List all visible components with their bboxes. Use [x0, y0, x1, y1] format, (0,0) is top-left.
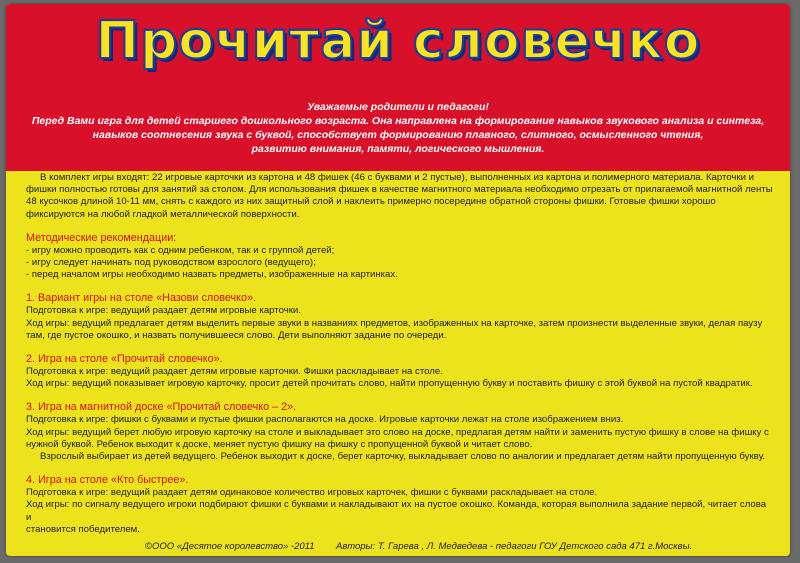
variant-2-heading: 2. Игра на столе «Прочитай словечко».: [26, 353, 223, 366]
variant-4-line: Ход игры: по сигналу ведущего игроки подбирают фишки с буквами и накладывают их на пустое окошко. Команда, которая выполнила задание первой, читает слова и: [26, 499, 767, 523]
variant-3-line: Взрослый выбирает из детей ведущего. Ребенок выходит к доске, берет карточку, выкладывает слово по аналогии и предлагает детям найти пропущенную букву.: [40, 451, 766, 463]
intro-greeting: Уважаемые родители и педагоги!: [307, 101, 489, 113]
header-band: [6, 4, 790, 171]
kit-text: В комплект игры входят: 22 игровые карточки из картона и 48 фишек (46 с буквами и 2 пустые), выполненных из картона и полимерного материала. Карточки и: [40, 172, 755, 183]
intro-line: Перед Вами игра для детей старшего дошкольного возраста. Она направлена на формирование навыков звукового анализа и синтеза,: [31, 115, 765, 127]
variant-1-line: Подготовка к игре: ведущий раздает детям игровые карточки.: [26, 305, 301, 317]
game-title: Прочитай словечко: [95, 11, 701, 71]
kit-paragraph: [26, 172, 774, 221]
methods-item: - игру следует начинать под руководством взрослого (ведущего);: [26, 257, 316, 269]
methods-heading: Методические рекомендации:: [26, 231, 177, 244]
instructions-body: [26, 172, 774, 536]
variant-2-line: Подготовка к игре: ведущий раздает детям игровые карточки. Фишки раскладывает на столе.: [26, 366, 443, 378]
variant-3-line: нужной буквой. Ребенок выходит к доске, меняет пустую фишку на фишку с пропущенной буквой и читает слово.: [26, 438, 533, 450]
variant-1-heading: 1. Вариант игры на столе «Назови словечко».: [26, 292, 257, 305]
intro-block: [26, 100, 770, 156]
copyright: ©ООО «Десятое королевство» -2011: [145, 541, 315, 552]
variant-4-line: становится победителем.: [26, 523, 140, 535]
intro-line: навыков соотнесения звука с буквой, способствует формированию плавного, слитного, осмысленного чтения,: [92, 129, 704, 141]
methods-item: - игру можно проводить как с одним ребенком, так и с группой детей;: [26, 244, 335, 256]
kit-text: фишки полностью готовы для занятий за столом. Для использования фишек в качестве магнитного материала необходимо отрезать от прилагаемой магнитной ленты 48: [26, 184, 773, 208]
variant-3-line: Подготовка к игре: фишки с буквами и пустые фишки располагаются на доске. Игровые карточки лежат на столе изображением вниз.: [26, 414, 624, 426]
authors: Авторы: Т. Гарева , Л. Медведева - педагоги ГОУ Детского сада 471 г.Москвы.: [336, 541, 693, 552]
kit-text: любой гладкой металлической поверхности.: [100, 208, 300, 220]
variant-3-heading: 3. Игра на магнитной доске «Прочитай словечко – 2».: [26, 401, 297, 414]
methods-item: - перед началом игры необходимо назвать предметы, изображенные на картинках.: [26, 269, 398, 281]
kit-text: кусочков длиной 10-11 мм, снять с каждого из них защитный слой и наклеить примерно посередине обратной стороны фишки. Готовые фишки хорошо фиксируются на: [26, 196, 716, 220]
game-instruction-card: [6, 4, 790, 556]
variant-3-line: Ход игры: ведущий берет любую игровую карточку на столе и выкладывает это слово на доске, предлагая детям найти и заменить пустую фишку в слове на фишку с: [26, 426, 769, 438]
variant-1-line: там, где пустое окошко, и назвать получившееся слово. Дети выполняют задание по очереди.: [26, 329, 447, 341]
variant-4-line: Подготовка к игре: ведущий раздает детям одинаковое количество игровых карточек, фишки с буквами раскладывает на столе.: [26, 487, 598, 499]
variant-1-line: Ход игры: ведущий предлагает детям выделить первые звуки в названиях предметов, изображенных на карточке, затем произнести выделенные звуки, делая паузу: [26, 317, 763, 329]
intro-line: развитию внимания, памяти, логического мышления.: [251, 143, 545, 155]
variant-4-heading: 4. Игра на столе «Кто быстрее».: [26, 474, 189, 487]
variant-2-line: Ход игры: ведущий показывает игровую карточку, просит детей прочитать слово, найти пропущенную букву и поставить фишку с этой буквой на пустой квадратик.: [26, 378, 753, 390]
